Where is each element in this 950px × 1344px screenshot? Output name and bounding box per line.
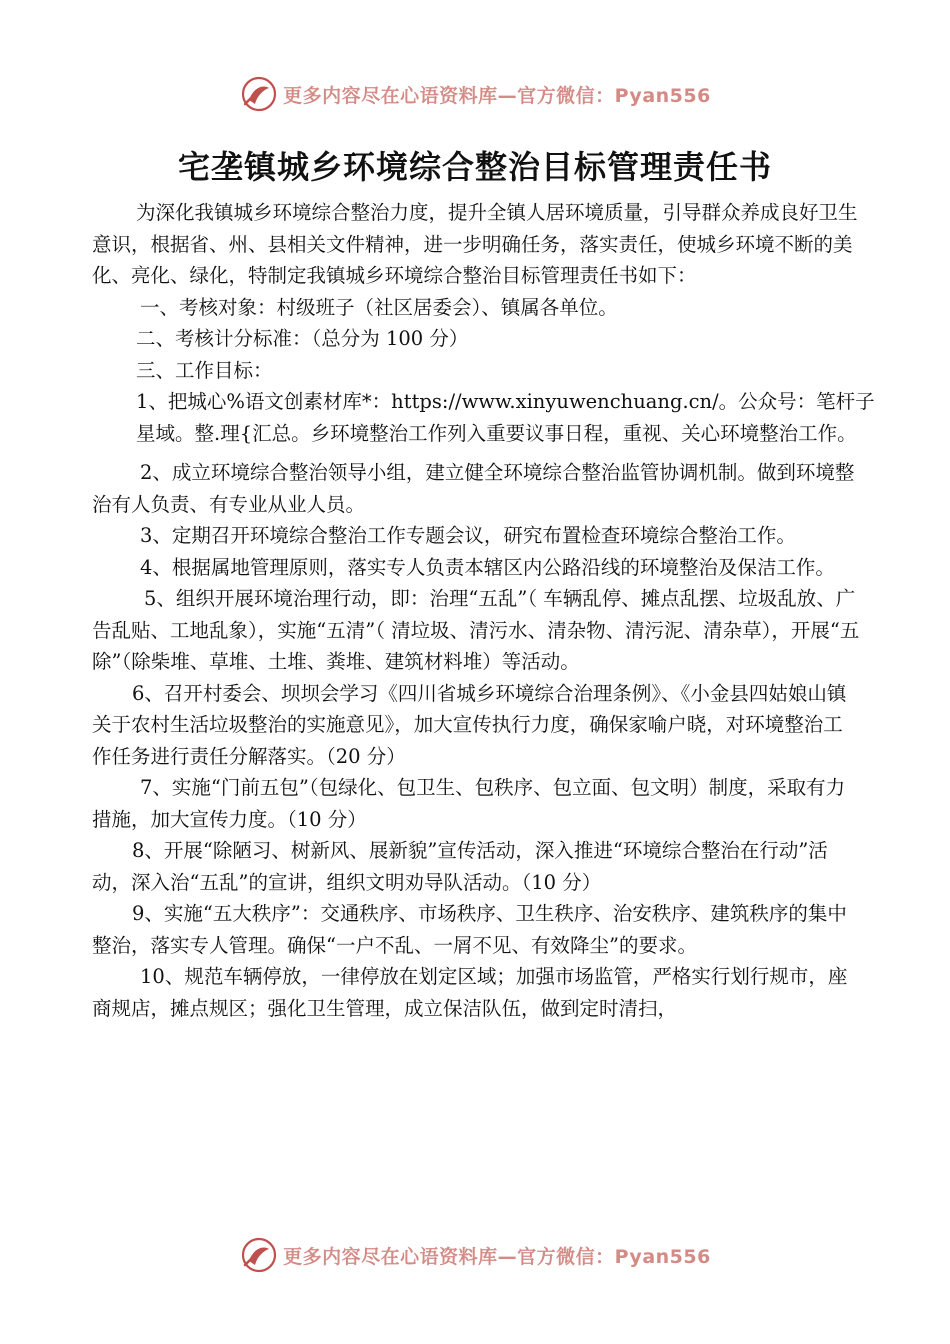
- footer-banner: [0, 1233, 950, 1277]
- item-2: 2、成立环境综合整治领导小组，建立健全环境综合整治监管协调机制。做到环境整治有人负责、有专业从业人员。: [92, 461, 855, 516]
- section-3: 三、工作目标：: [136, 358, 273, 382]
- item-9: 9、实施“五大秩序”：交通秩序、市场秩序、卫生秩序、治安秩序、建筑秩序的集中整治，落实专人管理。确保“一户不乱、一屑不见、有效降尘”的要求。: [92, 902, 847, 957]
- item-1: 1、把城心%语文创素材库*：https://www.xinyuwenchuang.cn/。公众号：笔杆子星域。整.理{汇总。乡环境整治工作列入重要议事日程，重视、关心环境整治工作。: [136, 390, 875, 445]
- document-title: 宅垄镇城乡环境综合整治目标管理责任书: [177, 148, 772, 186]
- item-4: 4、根据属地管理原则，落实专人负责本辖区内公路沿线的环境整治及保洁工作。: [140, 555, 835, 579]
- item-8: 8、开展“除陋习、树新风、展新貌”宣传活动，深入推进“环境综合整治在行动”活动，深入治“五乱”的宣讲，组织文明劝导队活动。（10 分）: [92, 839, 828, 894]
- header-banner: [0, 72, 950, 116]
- logo-icon: [239, 1235, 279, 1275]
- banner-text: 更多内容尽在心语资料库—官方微信：Pyan556: [283, 84, 711, 107]
- item-6: 6、召开村委会、坝坝会学习《四川省城乡环境综合治理条例》、《小金县四姑娘山镇关于农村生活垃圾整治的实施意见》，加大宣传执行力度，确保家喻户晓，对环境整治工作任务进行责任分解落实。（20 分）: [92, 681, 847, 768]
- document-body: [92, 197, 875, 1024]
- item-10: 10、规范车辆停放，一律停放在划定区域；加强市场监管，严格实行划行规市，座商规店，摊点规区；强化卫生管理，成立保洁队伍，做到定时清扫，: [92, 965, 848, 1020]
- item-3: 3、定期召开环境综合整治工作专题会议，研究布置检查环境综合整治工作。: [140, 524, 796, 547]
- logo-icon: [239, 74, 279, 114]
- banner-text: 更多内容尽在心语资料库—官方微信：Pyan556: [283, 1245, 711, 1268]
- item-7: 7、实施“门前五包”（包绿化、包卫生、包秩序、包立面、包文明）制度，采取有力措施，加大宣传力度。（10 分）: [92, 776, 846, 831]
- section-1: 一、考核对象：村级班子（社区居委会）、镇属各单位。: [140, 295, 618, 319]
- item-5: 5、组织开展环境治理行动，即：治理“五乱”（ 车辆乱停、摊点乱摆、垃圾乱放、广告乱贴、工地乱象），实施“五清”（ 清垃圾、清污水、清杂物、清污泥、清杂草），开展“五除”（除柴堆、草堆、土堆、粪堆、建筑材料堆）等活动。: [92, 587, 860, 673]
- section-2: 二、考核计分标准：（总分为 100 分）: [136, 327, 469, 350]
- intro-paragraph: 为深化我镇城乡环境综合整治力度，提升全镇人居环境质量，引导群众养成良好卫生意识，根据省、州、县相关文件精神，进一步明确任务，落实责任，使城乡环境不断的美化、亮化、绿化，特制定我镇城乡环境综合整治目标管理责任书如下：: [92, 201, 858, 287]
